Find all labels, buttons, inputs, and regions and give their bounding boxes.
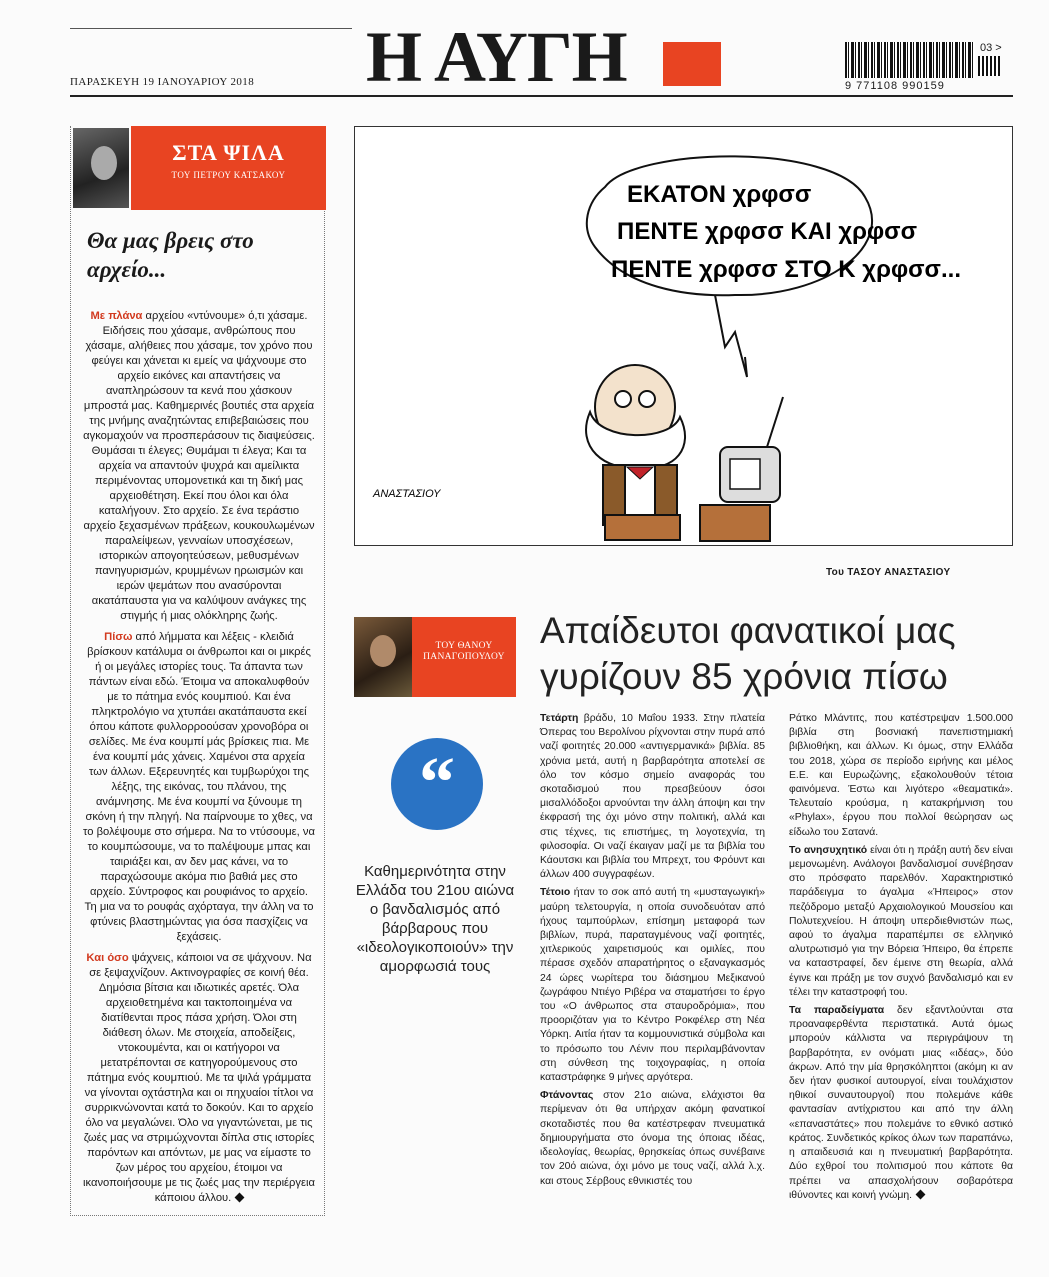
article-column-1 (540, 712, 765, 1193)
radio-antenna (767, 397, 783, 447)
paragraph (789, 1004, 1013, 1203)
paragraph-text: Ράτκο Μλάντιτς, που κατέστρεψαν 1.500.000 βιβλία στη βοσνιακή πανεπιστημιακή βιβλιοθήκη, και άλλων. Κι όμως, στην Ελλάδα του 2018, χώρα σε περίοδο ειρήνης και μέλος Ε.Ε. και Ευρωζώνης, εξακολουθούν τέτοια φαινόμενα. Έστω και λιγότερο «θεαματικά». Τελευταίο κρούσμα, η κατακρήμνιση του «Phylax», έργου που πολλοί θεώρησαν ως είδωλο του Σατανά. (789, 713, 1013, 838)
column-headline: Θα μας βρεις στο αρχείο... (87, 228, 254, 282)
paragraph-lead: Τετάρτη (540, 713, 579, 724)
speech-line-1: ΕΚΑΤΟΝ χρφσσ (627, 181, 812, 208)
character-eye-right (639, 391, 655, 407)
quote-icon (391, 738, 483, 830)
article-byline: ΤΟΥ ΘΑΝΟΥ ΠΑΝΑΓΟΠΟΥΛΟΥ (412, 617, 516, 697)
paragraph (540, 886, 765, 1085)
paragraph-lead: Με πλάνα (90, 310, 143, 322)
author-face (370, 635, 396, 667)
paragraph (789, 712, 1013, 840)
pull-quote: Καθημερινότητα στην Ελλάδα του 21ου αιώνα ο βανδαλισμός από βάρβαρους που «ιδεολογικοποιούν» την αμορφωσιά τους (355, 863, 515, 975)
paragraph-text: αρχείου «ντύνουμε» ό,τι χάσαμε. Ειδήσεις που χάσαμε, ανθρώπους που χάσαμε, αλήθειες που χάσαμε, τον χρόνο που φεύγει και χάνεται κι εμείς να ψάχνουμε στο αρχείο εικόνες και απαντήσεις να αναπληρώσουν τα κενά που χάσκουν μπροστά μας. Καθημερινές βουτιές στα αρχεία της μνήμης αναζητώντας επιβεβαιώσεις που αγκομαχούν να προσπεράσουν τις διαψεύσεις. Θυμάσαι τι έλεγες; Θυμάμαι τι έλεγα; Και τα αρχεία να απαντούν ψυχρά και αμείλικτα περιμένοντας υπομονετικά και τη δική μας αρχειοθέτηση. Εκεί που όλοι και όλα καταλήγουν. Στο αρχείο. Σε ένα τεράστιο αρχείο ξεχασμένων πράξεων, κουκουλωμένων παραλείψεων, γενναίων υποσχέσεων, ιστορικών απογοητεύσεων, μεθυσμένων πανηγυρισμών, κρυμμένων ηρωισμών και ιερών ψεμάτων που ανασύρονται ακατάπαυστα για να καλύψουν ανάγκες της στιγμής ή μιας ολόκληρης ζωής. (83, 310, 315, 622)
radio-speaker (730, 459, 760, 489)
section-banner (131, 126, 326, 210)
paragraph-text: είναι ότι η πράξη αυτή δεν είναι μεμονωμένη. Ανάλογοι βανδαλισμοί συνέβησαν στο πρόσφατο παρελθόν. Χαρακτηριστικό παράδειγμα το άγαλμα «Ήπειρος» στον πεζόδρομο μεταξύ Αρχαιολογικού Μουσείου και Πολυτεχνείου. Η άποψη υπερδιεθνιστών πως, αφού το άγαλμα παραπέμπει σε ελληνικό αλυτρωτισμό για την Βόρεια Ήπειρο, θα έπρεπε να καταστραφεί, δεν έμεινε στη θεωρία, αλλά έγινε και πράξη με τον συχνό βανδαλισμό και εν τέλει την καταστροφή του. (789, 844, 1013, 998)
paragraph-lead: Το ανησυχητικό (789, 844, 868, 856)
masthead-bottom-rule (70, 95, 1013, 97)
portrait-face (91, 146, 117, 180)
paragraph-text: ψάχνεις, κάποιοι να σε ψάχνουν. Να σε ξεψαχνίζουν. Ακτινογραφίες σε κοινή θέα. Δημόσια βίτσια και ιδιωτικές αρετές. Όλα αρχειοθετημένα και τακτοποιημένα να διατίθενται προς πάσα χρήση. Όλοι στη διάθεση όλων. Με στοιχεία, αποδείξεις, ντοκουμέντα, και οι κατήγοροι να μετατρέπονται σε κατηγορούμενους στο πάτημα ενός κουμπιού. Με τα ψιλά γράμματα να γίνονται οχτάστηλα και οι πηχυαίοι τίτλοι να συρρικνώνονται κατά το δοκούν. Και το αρχείο όλο να μεγαλώνει. Όλο να γιγαντώνεται, με τις ζωές μας να στριμώχνονται δίπλα στις ιστορίες παρόντων και απόντων, με μας να είμαστε το ζων μέρος του αρχείου, έτοιμοι να ικανοποιήσουμε με τις ζωές μας την περιέργεια κάποιου άλλου. (83, 952, 315, 1204)
paragraph-lead: Πίσω (104, 631, 133, 643)
cartoon-signature: ΑΝΑΣΤΑΣΙΟΥ (373, 488, 441, 500)
paragraph-text: ήταν το σοκ από αυτή τη «μυσταγωγική» μαύρη τελετουργία, η οποία συνοδευόταν από ήχους ταμπούρλων, επίσημη μεταφορά των βιβλίων, πυρά, παραταγμένους ναζί φοιτητές, χιτλερικούς χαιρετισμούς και ομιλίες, που πέρασε σχεδόν απαρατήρητος ο εξαναγκασμός 24 ώρες νωρίτερα του διάσημου Μεξικανού ζωγράφου Ντιέγο Ριβέρα να σταματήσει το έργο του «Ο άνθρωπος στα σταυροδρόμια», που προοριζόταν για το Κέντρο Ροκφέλερ στη Νέα Υόρκη. Αιτία ήταν τα κομμουνιστικά σύμβολα και το πρόσωπο του Λένιν που περιλαμβάνονταν στη σύνθεση της τοιχογραφίας, η οποία καταστράφηκε 9 μήνες αργότερα. (540, 887, 765, 1084)
column-header (71, 126, 326, 210)
barcode (845, 42, 975, 78)
issue-date: ΠΑΡΑΣΚΕΥΗ 19 ΙΑΝΟΥΑΡΙΟΥ 2018 (70, 76, 255, 88)
quote-mark-icon: “ (419, 742, 455, 822)
article-headline: Απαίδευτοι φανατικοί μας γυρίζουν 85 χρόνια πίσω (540, 610, 956, 697)
article-author-box (354, 617, 516, 697)
column-sta-psila (70, 126, 325, 1216)
issue-barcode (978, 56, 1000, 76)
paragraph-text: δεν εξαντλούνται στα προαναφερθέντα περιστατικά. Αυτά όμως μπορούν κάλλιστα να περιγράψουν τη βαρβαρότητα, εν ονόματι μιας «ιδέας», δύο άκρων. Από την μία θρησκόληπτοι (ακόμη κι αν δεν ήταν φυσικοί αυτουργοί, είναι τουλάχιστον ηθικοί συναυτουργοί) που πολεμάνε κάθε φαντασίαν αντίχριστου και από την άλλη «επαναστάτες» που πολεμάνε το εθνικό αστικό κράτος. Συνδετικός κρίκος όλων των παραπάνω, η απαιδευσιά και η πνευματική βαρβαρότητα. Δύο εχθροί του πολιτισμού που κάποτε θα πρέπει να απασχολήσουν σοβαρότερα ιθύνοντες και κοινή γνώμη. (789, 1005, 1013, 1201)
paragraph-text: από λήμματα και λέξεις - κλειδιά βρίσκουν κατάλυμα οι άνθρωποι και οι μικρές ή οι μεγάλες ιστορίες τους. Τα άπαντα των πάντων είναι εδώ. Έτοιμα να αποκαλυφθούν με το πάτημα ενός κουμπιού. Και ένα πληκτρολόγιο να χτυπάει ακατάπαυστα εκεί όπου κάποτε φυλλορροούσαν χρονοβόρα οι σελίδες. Με ένα κουμπί μάς βρίσκεις πια. Με ένα κουμπί μάς χάνεις. Χαμένοι στα αρχεία των άλλων. Εξερευνητές και τυμβωρύχοι της λέξης, της εικόνας, του πλάνου, της ανάμνησης. Με ένα κουμπί να ξύνουμε τη σκόνη ή την πληγή. Να παίρνουμε το χθες, να το βολέψουμε στο σήμερα. Να το ντύσουμε, να το κουμπώσουμε, να το παλέψουμε μπας και ταιριάξει και, αν δεν μας κάνει, να το παραχώσουμε ακόμα πιο βαθιά μες στο αρχείο. Σύντροφος και ρουφιάνος το αρχείο. Τη μια να το ρουφάς αχόρταγα, την άλλη να το φτύνεις βλαστημώντας για όσα πασχίζεις να ξεχάσεις. (83, 631, 315, 943)
newspaper-logo: Η ΑΥΓΗ (366, 17, 627, 97)
paragraph (83, 630, 315, 945)
end-mark-icon (235, 1193, 245, 1203)
cartoon-drawing (355, 127, 1014, 547)
article-column-2 (789, 712, 1013, 1207)
paragraph-text: βράδυ, 10 Μαΐου 1933. Στην πλατεία Όπερας του Βερολίνου ρίχνονται στην πυρά από ναζί φοιτητές 20.000 «αντιγερμανικά» βιβλία. 85 χρόνια μετά, αυτή η βαρβαρότητα αποτελεί σε όλο τον κόσμο σημείο αναφοράς του σκοταδισμού που πρεσβεύουν όσοι μισαλλόδοξοι αρνούνται την άλλη άποψη και την έκφρασή της όχι μόνο στην πολιτική, αλλά και στις τέχνες, τις επιστήμες, τη λογοτεχνία, τη φιλοσοφία. Οι ναζί έκαιγαν μαζί με τα βιβλία του Κάουτσκι και βιβλία του Μπρεχτ, του Φρόυντ και άλλων 400 συγγραφέων. (540, 713, 765, 881)
barcode-number: 9 771108 990159 (845, 80, 945, 92)
paragraph-lead: Τα παραδείγματα (789, 1005, 885, 1017)
table (700, 505, 770, 541)
character-trousers (605, 515, 680, 540)
paragraph (789, 844, 1013, 1000)
paragraph (83, 951, 315, 1206)
columnist-portrait (73, 128, 129, 208)
issue-code: 03 > (980, 42, 1002, 54)
masthead-top-rule (70, 28, 352, 29)
speech-tail (715, 295, 747, 377)
column-byline: ΤΟΥ ΠΕΤΡΟΥ ΚΑΤΣΑΚΟΥ (171, 170, 286, 180)
paragraph (540, 1089, 765, 1188)
paragraph (540, 712, 765, 882)
paragraph-lead: Φτάνοντας (540, 1090, 594, 1102)
paragraph-text: στον 21ο αιώνα, ελάχιστοι θα περίμεναν ότι θα υπήρχαν ακόμη φανατικοί σκοταδιστές που θα κατέστρεφαν πνευματικά δημιουργήματα στο όνομα της όποιας ιδέας, ιδεολογίας, θεωρίας, θρησκείας όπως συνέβαινε τον 20ό αιώνα, όχι μόνο με τους ναζί, αλλά λ.χ. και στους Σέρβους εθνικιστές του (540, 1090, 765, 1187)
column-body (83, 309, 315, 1212)
speech-line-3: ΠΕΝΤΕ χρφσσ ΣΤΟ Κ χρφσσ... (611, 256, 961, 283)
section-title: ΣΤΑ ΨΙΛΑ (172, 140, 285, 165)
end-mark-icon (916, 1189, 926, 1199)
paragraph (83, 309, 315, 624)
paragraph-lead: Και όσο (86, 952, 129, 964)
paragraph-lead: Τέτοιο (540, 887, 571, 899)
cartoon-credit: Του ΤΑΣΟΥ ΑΝΑΣΤΑΣΙΟΥ (826, 567, 951, 578)
speech-line-2: ΠΕΝΤΕ χρφσσ ΚΑΙ χρφσσ (617, 218, 918, 245)
character-eye-left (615, 391, 631, 407)
logo-red-box (663, 42, 721, 86)
cartoon (354, 126, 1013, 546)
author-photo (354, 617, 412, 697)
